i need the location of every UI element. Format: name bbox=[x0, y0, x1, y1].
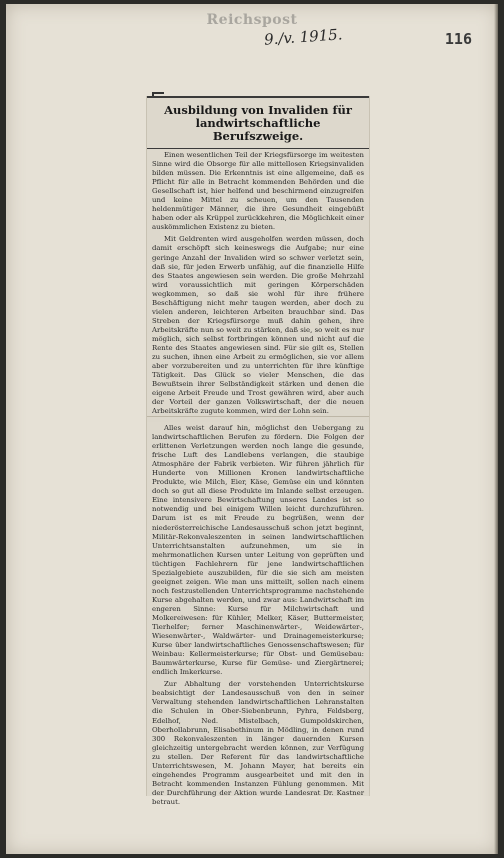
article-paragraph: Einen wesentlichen Teil der Kriegsfürsorge im weitesten Sinne wird die Obsorge für alle mittellosen Kriegsinvaliden bilden müssen. Die Erkenntnis ist eine allgemeine, daß es Pflicht für alle in Betracht kommenden Behörden und die Gesellschaft ist, hier helfend und beschirmend einzugreifen und keine Mittel zu scheuen, um den Tausenden heldenmütiger Männer, die ihre Gesundheit eingebüßt haben oder als Krüppel zurückkehren, die Möglichkeit einer auskömmlichen Existenz zu bieten. bbox=[152, 151, 364, 232]
page-number: 116 bbox=[444, 30, 472, 48]
article-paragraph: Alles weist darauf hin, möglichst den Uebergang zu landwirtschaftlichen Berufen zu fördern. Die Folgen der erlittenen Verletzungen werden noch lange die gesunde, frische Luft des Landlebens verlangen, die staubige Atmosphäre der Fabrik verbieten. Wir führen jährlich für Hunderte von Millionen Kronen landwirtschaftliche Produkte, wie Milch, Eier, Käse, Gemüse ein und könnten doch so gut all diese Produkte im Inlande selbst erzeugen. Eine intensivere Bewirtschaftung unseres Landes ist so notwendig und bei einigem Willen leicht durchzuführen. Darum ist es mit Freude zu begrüßen, wenn der niederösterreichische Landesausschuß schon jetzt beginnt, Militär-Rekonvaleszenten in seinen landwirtschaftlichen Unterrichtsanstalten aufzunehmen, um sie in mehrmonatlichen Kursen unter Leitung von geprüften und tüchtigen Fachlehrern für jene landwirtschaftlichen Spezialgebiete auszubilden, für die sie sich am meisten geeignet zeigen. Wie man uns mitteilt, sollen nach einem noch festzustellenden Unterrichtsprogramme nachstehende Kurse abgehalten werden, und zwar aus: Landwirtschaft im engeren Sinne: Kurse für Milchwirtschaft und Molkereiwesen: für Kühler, Melker, Käser, Buttermeister, Tierhelfer; ferner Maschinenwärter-, Weidewärter-, Wiesenwärter-, Waldwärter- und Drainagemeisterkurse; Kurse über landwirtschaftliches Genossenschaftswesen; für Weinbau: Kellermeisterkurse; für Obst- und Gemüsebau: Baumwärterkurse, Kurse für Gemüse- und Ziergärtnerei; endlich Imkerkurse. bbox=[152, 424, 364, 677]
article-paragraph: Zur Abhaltung der vorstehenden Unterrichtskurse beabsichtigt der Landesausschuß von den in seiner Verwaltung stehenden landwirtschaftlichen Lehranstalten die Schulen in Ober-Siebenbrunn, Pyhra, Feldsberg, Edelhof, Ned. Mistelbach, Gumpoldskirchen, Oberhollabrunn, Elisabethinum in Mödling, in denen rund 300 Rekonvaleszenten in länger dauernden Kursen gleichzeitig untergebracht werden können, zur Verfügung zu stellen. Der Referent für das landwirtschaftliche Unterrichtswesen, M. Johann Mayer, hat bereits ein eingehendes Programm ausgearbeitet und mit den in Betracht kommenden Instanzen Fühlung genommen. Mit der Durchführung der Aktion wurde Landesrat Dr. Kastner betraut. bbox=[152, 680, 364, 806]
scanned-archive-page bbox=[6, 4, 498, 854]
article-headline: Ausbildung von Invaliden für landwirtschaftliche Berufszweige. bbox=[147, 96, 369, 149]
article-paragraph: Mit Geldrenten wird ausgeholfen werden müssen, doch damit erschöpft sich keineswegs die Aufgabe; nur eine geringe Anzahl der Invaliden wird so schwer verletzt sein, daß sie, für jeden Erwerb unfähig, auf die finanzielle Hilfe des Staates angewiesen sein werden. Die große Mehrzahl wird voraussichtlich mit geringen Körperschäden wegkommen, so daß sie wohl für ihre frühere Beschäftigung nicht mehr taugen werden, aber doch zu vielen anderen, leichteren Arbeiten brauchbar sind. Das Streben der Kriegsfürsorge muß dahin gehen, ihre Arbeitskräfte nun so weit zu stärken, daß sie, so weit es nur möglich, sich selbst fortbringen können und nicht auf die Rente des Staates angewiesen sind. Für sie gilt es, Stellen zu suchen, ihnen eine Arbeit zu ermöglichen, sie vor allem aber vorzubereiten und zu unterrichten für ihre künftige Tätigkeit. Das Glück so vieler Menschen, die das Bewußtsein ihrer Selbständigkeit stärken und denen die eigene Arbeit Freude und Trost gewähren wird, aber auch der Vorteil der ganzen Volkswirtschaft, der die neuen Arbeitskräfte zugute kommen, wird der Lohn sein. bbox=[152, 235, 364, 416]
scan-edge-shadow bbox=[494, 4, 498, 854]
clipping-section-bottom bbox=[147, 422, 369, 806]
publication-stamp: Reichspost bbox=[206, 12, 298, 28]
clipping-section-top bbox=[147, 96, 369, 417]
newspaper-clipping bbox=[146, 96, 370, 806]
handwritten-date: 9./v. 1915. bbox=[263, 25, 344, 49]
